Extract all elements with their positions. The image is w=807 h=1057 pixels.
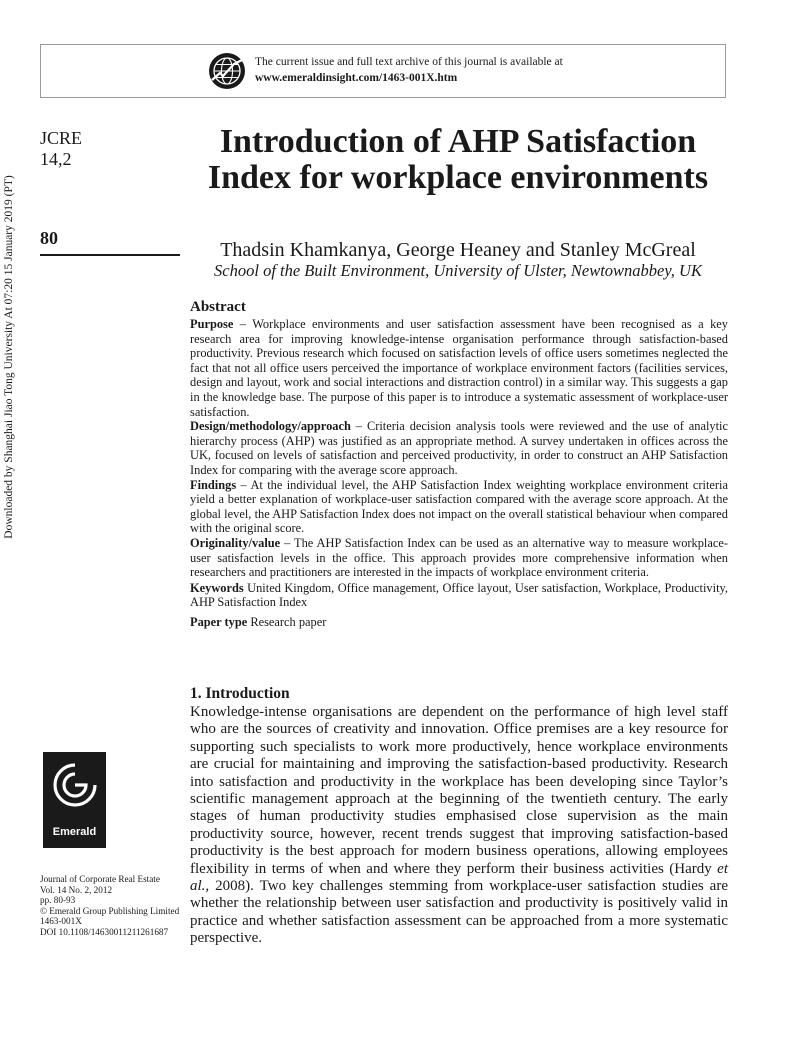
- article-title: Introduction of AHP Satisfaction Index for workplace environments: [207, 123, 709, 196]
- emerald-logo-label: Emerald: [52, 826, 97, 838]
- article-authors: Thadsin Khamkanya, George Heaney and Stanley McGreal: [220, 239, 696, 261]
- introduction-section: [190, 684, 728, 948]
- abstract-paper-type: [190, 615, 728, 630]
- abstract-findings: [190, 478, 728, 536]
- citation-volume: Vol. 14 No. 2, 2012: [40, 884, 113, 895]
- citation-block: [40, 874, 179, 938]
- emerald-logo: [43, 752, 106, 848]
- citation-doi: DOI 10.1108/14630011211261687: [40, 926, 169, 937]
- citation-journal: Journal of Corporate Real Estate: [40, 874, 160, 884]
- margin-rule: [40, 254, 180, 256]
- journal-abbreviation: JCRE: [40, 128, 83, 148]
- paper-type-text: Research paper: [247, 614, 327, 629]
- purpose-text: – Workplace environments and user satisfaction assessment have been recognised as a key research area for improving knowledge-intense organisation performance through satisfaction-based productivity. Previous research which focused on satisfaction levels of office users sometimes neglected the fact that not all office users perceived the importance of workplace environment factors (facilities services, design and layout, work and social interactions and distraction control) in a similar way. This suggests a gap in the knowledge base. The purpose of this paper is to introduce a systematic assessment of workplace-user satisfaction.: [190, 317, 728, 419]
- abstract-heading: Abstract: [190, 299, 246, 315]
- download-watermark: Downloaded by Shanghai Jiao Tong University At 07:20 15 January 2019 (PT): [3, 175, 15, 539]
- journal-archive-banner: [40, 44, 726, 98]
- citation-pages: pp. 80-93: [40, 895, 76, 906]
- journal-code: [40, 128, 82, 170]
- abstract-purpose: [190, 317, 728, 419]
- findings-text: – At the individual level, the AHP Satisfaction Index weighting workplace environment criteria yield a better explanation of workplace-user satisfaction compared with the average score approach. At the global level, the AHP Satisfaction Index does not impact on the overall statistical behaviour when compared with the original score.: [190, 477, 728, 536]
- abstract-keywords: [190, 581, 728, 610]
- findings-label: Findings: [190, 477, 237, 492]
- originality-text: – The AHP Satisfaction Index can be used as an alternative way to measure workplace-user satisfaction levels in the office. This approach provides more comprehensive information when researchers and practitioners are interested in the impacts of workplace environment criteria.: [190, 535, 728, 580]
- originality-label: Originality/value: [190, 535, 281, 550]
- journal-url-link[interactable]: www.emeraldinsight.com/1463-001X.htm: [255, 72, 458, 84]
- globe-icon: [208, 52, 246, 90]
- keywords-text: United Kingdom, Office management, Office layout, User satisfaction, Workplace, Productivity, AHP Satisfaction Index: [190, 580, 728, 610]
- abstract-methodology: [190, 419, 728, 477]
- citation-issn: 1463-001X: [40, 916, 82, 927]
- emerald-e-icon: [51, 761, 99, 809]
- banner-archive-text: The current issue and full text archive of this journal is available at: [255, 56, 563, 68]
- abstract-originality: [190, 536, 728, 580]
- purpose-label: Purpose: [190, 317, 234, 331]
- et-al-text: et al.: [190, 860, 728, 895]
- methodology-text: – Criteria decision analysis tools were reviewed and the use of analytic hierarchy process (AHP) was justified as an appropriate method. A survey undertaken in offices across the UK, focused on levels of satisfaction and perceived productivity, in order to construct an AHP Satisfaction Index for comparing with the average score approach.: [190, 419, 728, 477]
- introduction-paragraph: [190, 704, 728, 948]
- paper-type-label: Paper type: [190, 614, 248, 629]
- abstract-section: [190, 298, 728, 629]
- citation-copyright: © Emerald Group Publishing Limited: [40, 905, 180, 916]
- page-number: 80: [40, 228, 58, 248]
- methodology-label: Design/methodology/approach: [190, 419, 351, 434]
- author-affiliation: School of the Built Environment, University of Ulster, Newtownabbey, UK: [214, 261, 702, 280]
- introduction-text-start: Knowledge-intense organisations are dependent on the performance of high level staff who are the sources of creativity and innovation. Office premises are a key resource for supporting such specialists to work more productively, hence workplace environments are crucial for maintaining and improving the satisfaction-based productivity. Research into satisfaction and productivity in the workplace has been developing since Taylor’s scientific management approach at the beginning of the twentieth century. The early stages of human productivity studies emphasised close supervision as the main productivity source, however, recent trends suggest that improving satisfaction-based productivity is the best approach for modern business operations, allowing employees flexibility in terms of when and where they perform their business activities (Hardy: [190, 704, 728, 877]
- introduction-text-end: , 2008). Two key challenges stemming from workplace-user satisfaction studies are whether the relationship between user satisfaction and productivity is positively valid in practice and whether satisfaction assessment can be approached from a more systematic perspective.: [190, 878, 728, 947]
- keywords-label: Keywords: [190, 580, 244, 595]
- introduction-heading: 1. Introduction: [190, 685, 290, 702]
- journal-volume-issue: 14,2: [40, 149, 72, 169]
